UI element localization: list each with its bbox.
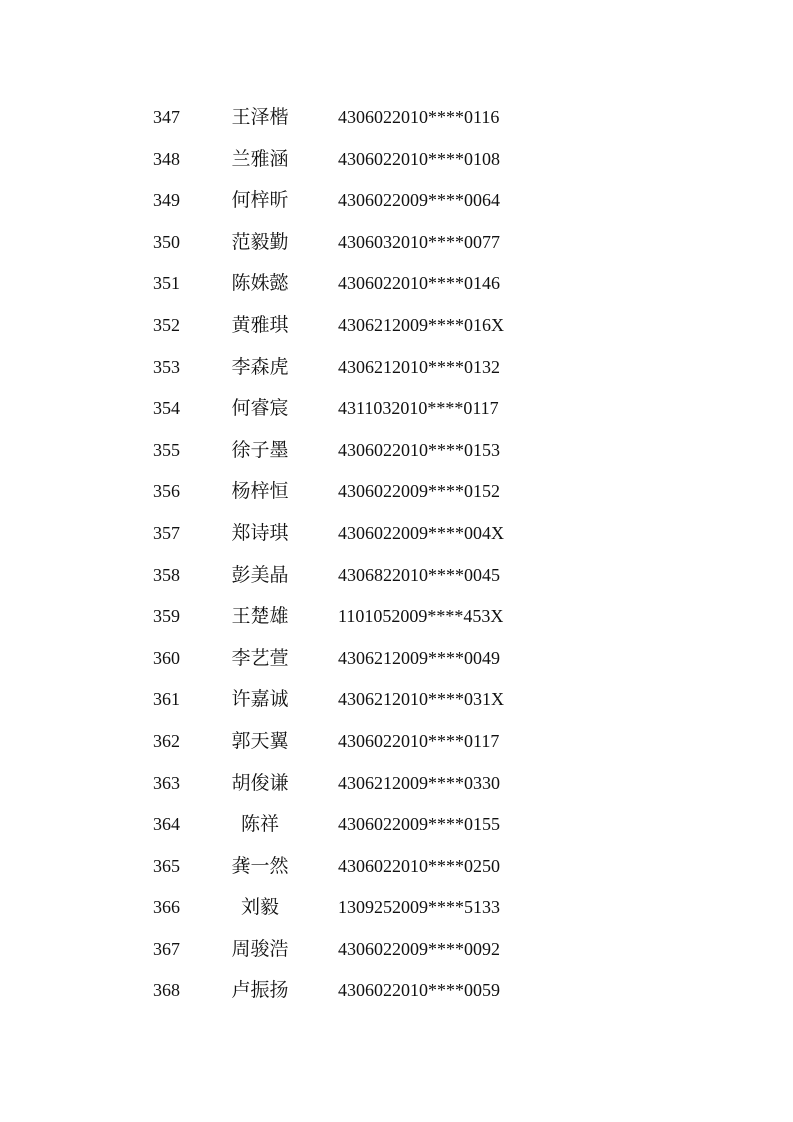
list-item [0,388,793,430]
id-number: 4306022010****0059 [338,980,500,1001]
person-name: 龚一然 [231,854,289,877]
row-number: 362 [153,730,180,751]
person-name: 陈姝懿 [231,272,289,295]
row-number: 355 [153,439,180,460]
row-number: 349 [153,190,180,211]
person-name: 李艺萱 [231,646,289,669]
person-name: 何睿宸 [231,397,289,420]
list-item [0,305,793,347]
list-item [0,887,793,929]
id-number: 1101052009****453X [338,606,504,627]
person-name: 刘毅 [240,896,279,919]
row-number: 352 [153,314,180,335]
person-name: 何梓昕 [231,189,289,212]
id-number: 4306212009****0330 [338,772,500,793]
list-item [0,763,793,805]
row-number: 353 [153,356,180,377]
person-name: 王泽楷 [231,106,289,128]
roster-list [0,97,793,1012]
list-item [0,180,793,222]
row-number: 359 [153,606,180,627]
person-name: 胡俊谦 [231,771,289,794]
row-number: 348 [153,148,180,169]
id-number: 4306022010****0117 [338,730,500,751]
person-name: 李森虎 [231,355,289,378]
id-number: 4306212009****016X [338,314,504,335]
list-item [0,846,793,888]
person-name: 兰雅涵 [231,147,289,170]
list-item [0,263,793,305]
list-item [0,596,793,638]
list-item [0,555,793,597]
person-name: 王楚雄 [231,605,289,628]
person-name: 彭美晶 [231,563,289,586]
list-item [0,347,793,389]
row-number: 351 [153,273,180,294]
id-number: 4306022010****0108 [338,148,500,169]
person-name: 郭天翼 [231,729,289,752]
list-item [0,929,793,971]
id-number: 4306022009****0064 [338,190,500,211]
person-name: 郑诗琪 [231,521,289,544]
row-number: 360 [153,647,180,668]
row-number: 365 [153,855,180,876]
id-number: 4306022009****0152 [338,481,500,502]
list-item [0,139,793,181]
id-number: 4306822010****0045 [338,564,500,585]
list-item [0,430,793,472]
list-item [0,638,793,680]
id-number: 4306212009****0049 [338,647,500,668]
id-number: 4311032010****0117 [338,398,499,419]
id-number: 4306022009****004X [338,522,504,543]
row-number: 356 [153,481,180,502]
row-number: 368 [153,980,180,1001]
row-number: 350 [153,231,180,252]
list-item [0,679,793,721]
id-number: 4306212010****0132 [338,356,500,377]
person-name: 范毅勤 [231,230,289,253]
id-number: 4306022010****0116 [338,107,500,127]
id-number: 4306022010****0250 [338,855,500,876]
list-item [0,970,793,1012]
id-number: 1309252009****5133 [338,897,500,918]
id-number: 4306022010****0146 [338,273,500,294]
list-item [0,513,793,555]
row-number: 354 [153,398,180,419]
person-name: 黄雅琪 [231,313,289,336]
list-item [0,804,793,846]
list-item [0,471,793,513]
id-number: 4306212010****031X [338,689,504,710]
person-name: 陈祥 [240,813,279,836]
row-number: 363 [153,772,180,793]
list-item [0,97,793,139]
row-number: 357 [153,522,180,543]
row-number: 367 [153,938,180,959]
id-number: 4306022009****0092 [338,938,500,959]
row-number: 366 [153,897,180,918]
row-number: 347 [153,107,180,127]
person-name: 许嘉诚 [231,688,289,711]
id-number: 4306032010****0077 [338,231,500,252]
person-name: 杨梓恒 [231,480,289,503]
id-number: 4306022010****0153 [338,439,500,460]
list-item [0,222,793,264]
person-name: 徐子墨 [231,438,289,461]
row-number: 364 [153,814,180,835]
person-name: 卢振扬 [231,979,289,1002]
person-name: 周骏浩 [231,937,289,960]
id-number: 4306022009****0155 [338,814,500,835]
row-number: 361 [153,689,180,710]
list-item [0,721,793,763]
row-number: 358 [153,564,180,585]
